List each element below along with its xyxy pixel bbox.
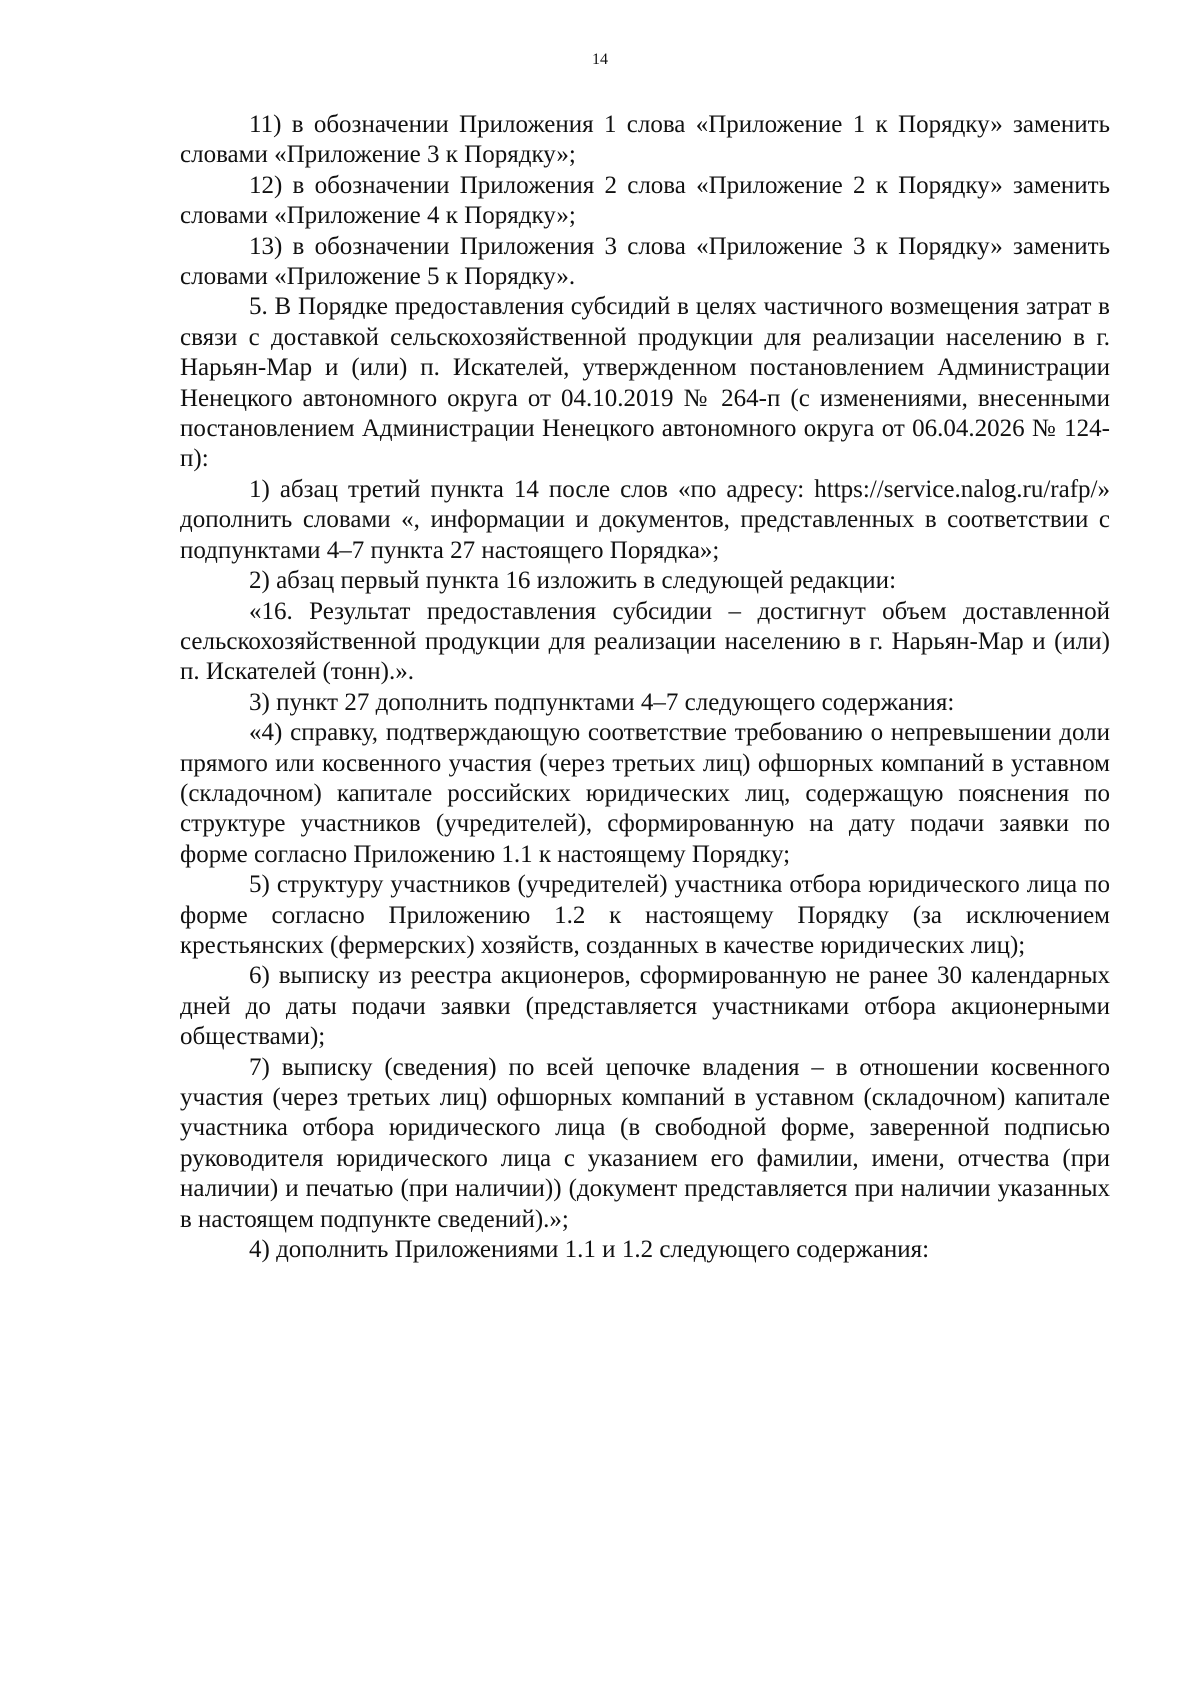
paragraph-quote-6: 6) выписку из реестра акционеров, сформированную не ранее 30 календарных дней до даты подачи заявки (представляется участниками отбора акционерными обществами); [180, 962, 1110, 1051]
paragraph-subitem-2: 2) абзац первый пункта 16 изложить в следующей редакции: [249, 567, 897, 595]
paragraph-item-11: 11) в обозначении Приложения 1 слова «Приложение 1 к Порядку» заменить словами «Приложение 3 к Порядку»; [180, 111, 1110, 169]
paragraph-item-13: 13) в обозначении Приложения 3 слова «Приложение 3 к Порядку» заменить словами «Приложение 5 к Порядку». [180, 232, 1110, 291]
paragraph-quote-16: «16. Результат предоставления субсидии – достигнут объем доставленной сельскохозяйственной продукции для реализации населению в г. Нарьян-Мар и (или) п. Искателей (тонн).». [180, 597, 1110, 686]
paragraph-subitem-3: 3) пункт 27 дополнить подпунктами 4–7 следующего содержания: [249, 688, 955, 716]
page-number: 14 [592, 51, 608, 68]
paragraph-subitem-4: 4) дополнить Приложениями 1.1 и 1.2 следующего содержания: [249, 1236, 930, 1264]
paragraph-quote-7: 7) выписку (сведения) по всей цепочке владения – в отношении косвенного участия (через третьих лиц) офшорных компаний в уставном (складочном) капитале участника отбора юридического лица (в свободной форме, заверенной подписью руководителя юридического лица с указанием его фамилии, имени, отчества (при наличии) и печатью (при наличии)) (документ представляется при наличии указанных в настоящем подпункте сведений).»; [180, 1053, 1110, 1233]
document-body [180, 110, 1110, 1265]
paragraph-subitem-1: 1) абзац третий пункта 14 после слов «по адресу: https://service.nalog.ru/rafp/» дополнить словами «, информации и документов, представленных в соответствии с подпунктами 4–7 пункта 27 настоящего Порядка»; [180, 475, 1110, 564]
paragraph-item-12: 12) в обозначении Приложения 2 слова «Приложение 2 к Порядку» заменить словами «Приложение 4 к Порядку»; [180, 171, 1110, 230]
paragraph-section-5: 5. В Порядке предоставления субсидий в целях частичного возмещения затрат в связи с доставкой сельскохозяйственной продукции для реализации населению в г. Нарьян-Мар и (или) п. Искателей, утвержденном постановлением Администрации Ненецкого автономного округа от 04.10.2019 № 264-п (с изменениями, внесенными постановлением Администрации Ненецкого автономного округа от 06.04.2026 № 124-п): [180, 293, 1110, 473]
paragraph-quote-4: «4) справку, подтверждающую соответствие требованию о непревышении доли прямого или косвенного участия (через третьих лиц) офшорных компаний в уставном (складочном) капитале российских юридических лиц, содержащую пояснения по структуре участников (учредителей), сформированную на дату подачи заявки по форме согласно Приложению 1.1 к настоящему Порядку; [180, 719, 1110, 868]
paragraph-quote-5: 5) структуру участников (учредителей) участника отбора юридического лица по форме согласно Приложению 1.2 к настоящему Порядку (за исключением крестьянских (фермерских) хозяйств, созданных в качестве юридических лиц); [180, 871, 1110, 959]
